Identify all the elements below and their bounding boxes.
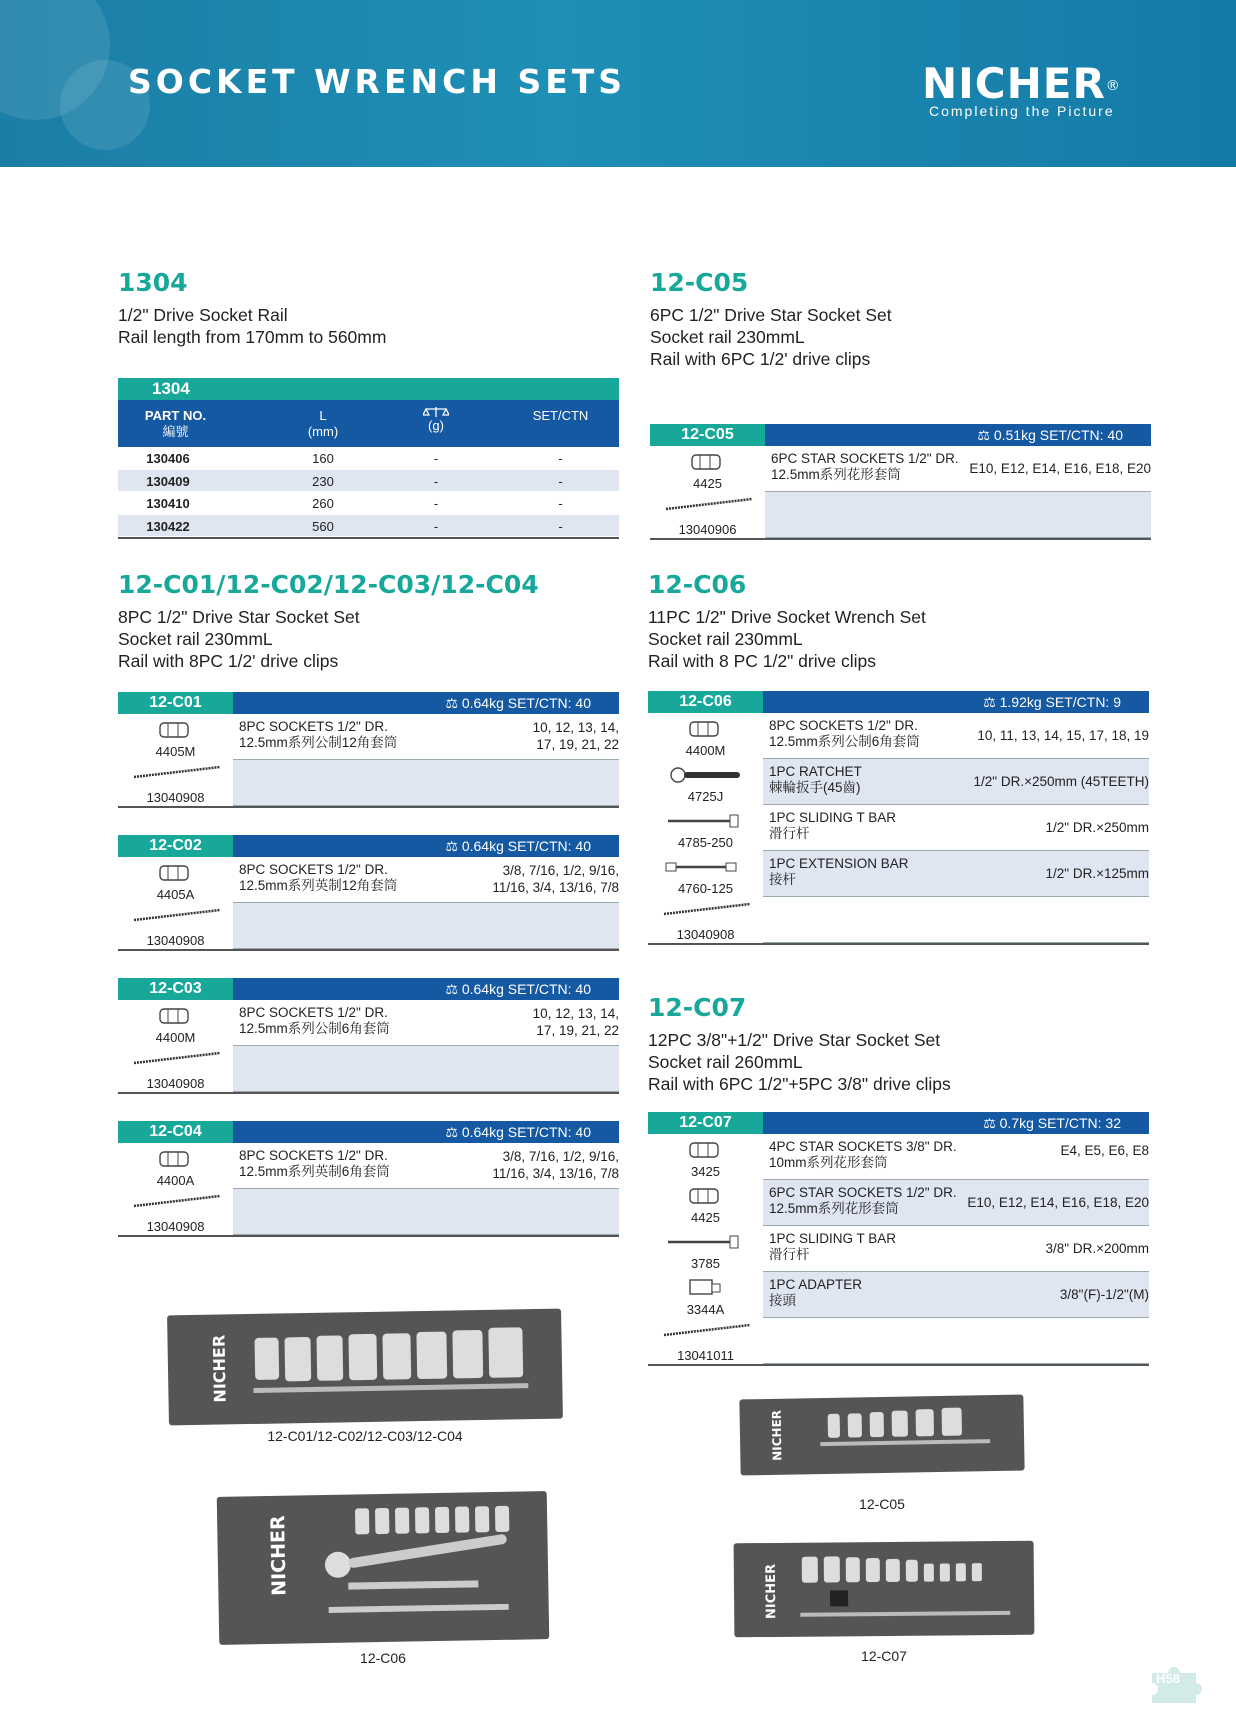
photo-brand: NICHER (763, 1563, 780, 1620)
item-desc: 4PC STAR SOCKETS 3/8" DR. (769, 1139, 957, 1154)
cell-set: - (558, 451, 563, 466)
rail-icon (132, 1193, 222, 1209)
section-title-c01-group: 12-C01/12-C02/12-C03/12-C04 (118, 570, 539, 599)
cell-l: 160 (312, 451, 334, 466)
part-number: 13040906 (678, 522, 737, 537)
item-desc-cn: 滑行杆 (769, 826, 810, 841)
kit-meta: 0.7kg SET/CTN: 32 (999, 1115, 1121, 1131)
part-number: 4425 (691, 1210, 720, 1225)
kit-line (118, 857, 619, 903)
socket-icon (158, 1006, 192, 1026)
item-values: E10, E12, E14, E16, E18, E20 (969, 461, 1151, 476)
item-values: 11/16, 3/4, 13/16, 7/8 (492, 1166, 619, 1181)
kit-line (648, 713, 1149, 759)
cell-g: - (433, 451, 439, 466)
kit-line (648, 1318, 1149, 1364)
section-desc-c05 (650, 304, 892, 370)
kit-line (650, 492, 1151, 538)
desc-line: Rail with 6PC 1/2"+5PC 3/8" drive clips (648, 1074, 951, 1094)
kit-table-c04 (118, 1121, 619, 1237)
item-desc: 8PC SOCKETS 1/2" DR. (239, 1148, 388, 1163)
col-set: SET/CTN (532, 408, 589, 423)
product-photo-c07 (734, 1541, 1035, 1638)
part-number: 4400M (155, 1030, 196, 1045)
desc-line: Socket rail 230mmL (118, 629, 273, 649)
desc-line: Socket rail 230mmL (650, 327, 805, 347)
kit-meta: 1.92kg SET/CTN: 9 (999, 694, 1121, 710)
kit-table-c03 (118, 978, 619, 1094)
kit-line (118, 1000, 619, 1046)
item-values: 3/8" DR.×200mm (1045, 1241, 1149, 1256)
cell-set: - (558, 473, 563, 489)
item-desc-cn: 12.5mm系列英制6角套筒 (239, 1164, 390, 1179)
scale-icon: ⚖ (983, 1115, 1000, 1131)
ratchet-icon (664, 765, 744, 785)
desc-line: Rail with 6PC 1/2' drive clips (650, 349, 871, 369)
part-number: 13040908 (676, 927, 735, 942)
kit-line (118, 1046, 619, 1092)
item-values: 10, 12, 13, 14, (532, 720, 619, 735)
item-desc: 8PC SOCKETS 1/2" DR. (239, 862, 388, 877)
brand-tagline: Completing the Picture (929, 103, 1115, 119)
part-number: 4760-125 (678, 881, 733, 896)
desc-line: 6PC 1/2" Drive Star Socket Set (650, 305, 892, 325)
col-part-cn: 編號 (162, 424, 189, 439)
kit-code: 12-C06 (648, 691, 763, 713)
kit-line (648, 1272, 1149, 1318)
photo-caption: 12-C07 (861, 1648, 907, 1664)
item-desc-cn: 棘輪扳手(45齒) (769, 780, 861, 795)
kit-code: 12-C07 (648, 1112, 763, 1134)
kit-line (648, 897, 1149, 943)
scale-icon: ⚖ (983, 694, 1000, 710)
photo-caption: 12-C01/12-C02/12-C03/12-C04 (267, 1428, 463, 1444)
rail-icon (132, 764, 222, 780)
item-values: 3/8, 7/16, 1/2, 9/16, (502, 863, 619, 878)
part-number: 4405M (155, 744, 196, 759)
item-values: 1/2" DR.×125mm (1045, 866, 1149, 881)
item-desc-cn: 12.5mm系列公制12角套筒 (239, 735, 398, 750)
kit-line (648, 851, 1149, 897)
part-number: 4785-250 (678, 835, 733, 850)
section-desc-c01-group (118, 606, 360, 672)
kit-table-c07 (648, 1112, 1149, 1366)
product-photo-c06 (217, 1491, 550, 1645)
desc-line: 11PC 1/2" Drive Socket Wrench Set (648, 607, 926, 627)
item-desc: 1PC RATCHET (769, 764, 862, 779)
section-desc-1304 (118, 304, 386, 348)
product-photo-c01 (167, 1309, 563, 1426)
desc-line: Socket rail 260mmL (648, 1052, 803, 1072)
table-row (118, 447, 619, 470)
socket-icon (688, 1140, 722, 1160)
kit-line (648, 759, 1149, 805)
section-title-c05: 12-C05 (650, 268, 749, 297)
product-photo-c05 (739, 1395, 1024, 1476)
item-desc-cn: 接頭 (769, 1293, 796, 1308)
rail-icon (662, 901, 752, 917)
kit-line (118, 760, 619, 806)
cell-g: - (433, 518, 439, 534)
desc-line: Rail with 8 PC 1/2" drive clips (648, 651, 876, 671)
item-values: 1/2" DR.×250mm (1045, 820, 1149, 835)
photo-brand: NICHER (209, 1334, 230, 1403)
item-desc: 8PC SOCKETS 1/2" DR. (769, 718, 918, 733)
kit-meta: 0.64kg SET/CTN: 40 (461, 695, 591, 711)
item-desc-cn: 10mm系列花形套筒 (769, 1155, 888, 1170)
rail-icon (132, 1050, 222, 1066)
col-weight-unit: (g) (428, 418, 444, 433)
brand-logo (922, 59, 1121, 108)
item-desc-cn: 12.5mm系列公制6角套筒 (769, 734, 920, 749)
cell-part: 130406 (146, 451, 190, 466)
part-number: 4400A (156, 1173, 195, 1188)
cell-set: - (558, 518, 563, 534)
kit-line (648, 1134, 1149, 1180)
part-number: 3425 (691, 1164, 720, 1179)
kit-line (118, 1143, 619, 1189)
part-number: 13040908 (146, 1219, 205, 1234)
kit-line (118, 1189, 619, 1235)
socket-icon (688, 1186, 722, 1206)
item-desc-cn: 12.5mm系列英制12角套筒 (239, 878, 398, 893)
page-title: SOCKET WRENCH SETS (128, 62, 627, 101)
wrench-set-illustration (297, 1501, 539, 1635)
table-row (118, 492, 619, 515)
star-socket-set-illustration (800, 1549, 1021, 1631)
item-desc: 1PC EXTENSION BAR (769, 856, 909, 871)
item-desc: 6PC STAR SOCKETS 1/2" DR. (771, 451, 959, 466)
socket-icon (158, 1149, 192, 1169)
desc-line: Rail with 8PC 1/2' drive clips (118, 651, 339, 671)
part-number: 4405A (156, 887, 195, 902)
item-desc-cn: 滑行杆 (769, 1247, 810, 1262)
item-desc-cn: 接杆 (769, 872, 796, 887)
item-desc: 1PC ADAPTER (769, 1277, 863, 1292)
page-header (0, 0, 1236, 167)
table-row (118, 515, 619, 538)
desc-line: Rail length from 170mm to 560mm (118, 327, 387, 347)
kit-code: 12-C05 (650, 424, 765, 446)
scale-icon: ⚖ (445, 1124, 462, 1140)
item-values: 10, 12, 13, 14, (532, 1006, 619, 1021)
item-values: 17, 19, 21, 22 (536, 1023, 619, 1038)
part-number: 13040908 (146, 1076, 205, 1091)
kit-line (650, 446, 1151, 492)
col-l: L (319, 408, 327, 423)
socket-icon (688, 719, 722, 739)
socket-icon (690, 452, 724, 472)
photo-caption: 12-C05 (859, 1496, 905, 1512)
t-bar-icon (664, 1232, 744, 1252)
kit-line (118, 714, 619, 760)
item-desc: 8PC SOCKETS 1/2" DR. (239, 719, 388, 734)
kit-table-c06 (648, 691, 1149, 945)
kit-code: 12-C01 (118, 692, 233, 714)
kit-line (118, 903, 619, 949)
part-number: 13040908 (146, 790, 205, 805)
cell-l: 230 (312, 473, 334, 489)
photo-brand: NICHER (769, 1409, 785, 1461)
part-number: 4725J (687, 789, 724, 804)
table-row (118, 470, 619, 493)
part-number: 3344A (686, 1302, 725, 1317)
extension-bar-icon (664, 857, 744, 877)
item-values: 17, 19, 21, 22 (536, 737, 619, 752)
section-desc-c06 (648, 606, 926, 672)
photo-brand: NICHER (267, 1515, 291, 1597)
item-desc-cn: 12.5mm系列花形套筒 (769, 1201, 899, 1216)
part-number: 13040908 (146, 933, 205, 948)
col-part: PART NO. (144, 408, 207, 423)
sockets-illustration (252, 1321, 533, 1406)
item-values: E10, E12, E14, E16, E18, E20 (967, 1195, 1149, 1210)
kit-table-c02 (118, 835, 619, 951)
cell-part: 130409 (146, 473, 190, 489)
desc-line: 1/2" Drive Socket Rail (118, 305, 288, 325)
part-number: 13041011 (677, 1348, 734, 1363)
scale-icon: ⚖ (445, 981, 462, 997)
rail-icon (132, 907, 222, 923)
cell-set: - (558, 496, 563, 511)
kit-meta: 0.64kg SET/CTN: 40 (461, 1124, 591, 1140)
item-desc: 1PC SLIDING T BAR (769, 810, 897, 825)
kit-line (648, 1180, 1149, 1226)
registered-mark: ® (1105, 78, 1121, 94)
item-desc-cn: 12.5mm系列公制6角套筒 (239, 1021, 390, 1036)
brand-name: NICHER (922, 59, 1106, 108)
cell-l: 260 (312, 496, 334, 511)
item-values: 1/2" DR.×250mm (45TEETH) (973, 774, 1149, 789)
item-values: 10, 11, 13, 14, 15, 17, 18, 19 (977, 728, 1149, 743)
item-values: 3/8"(F)-1/2"(M) (1059, 1287, 1149, 1302)
rail-icon (664, 496, 754, 512)
col-l-unit: (mm) (307, 424, 339, 439)
kit-table-c01 (118, 692, 619, 808)
item-values: 3/8, 7/16, 1/2, 9/16, (502, 1149, 619, 1164)
cell-part: 130410 (146, 496, 190, 511)
scale-icon: ⚖ (445, 695, 462, 711)
socket-icon (158, 720, 192, 740)
t-bar-icon (664, 811, 744, 831)
kit-meta: 0.64kg SET/CTN: 40 (461, 981, 591, 997)
item-desc: 1PC SLIDING T BAR (769, 1231, 897, 1246)
star-sockets-illustration (820, 1405, 1001, 1464)
part-number: 4400M (685, 743, 726, 758)
page-number: H58 (1156, 1671, 1180, 1686)
section-desc-c07 (648, 1029, 951, 1095)
scale-icon: ⚖ (445, 838, 462, 854)
desc-line: 12PC 3/8"+1/2" Drive Star Socket Set (648, 1030, 941, 1050)
table-caption: 1304 (118, 378, 619, 400)
item-desc-cn: 12.5mm系列花形套筒 (771, 467, 901, 482)
kit-line (648, 805, 1149, 851)
section-title-c06: 12-C06 (648, 570, 747, 599)
kit-code: 12-C04 (118, 1121, 233, 1143)
item-values: 11/16, 3/4, 13/16, 7/8 (492, 880, 619, 895)
section-title-c07: 12-C07 (648, 993, 747, 1022)
part-number: 3785 (691, 1256, 720, 1271)
kit-code: 12-C02 (118, 835, 233, 857)
cell-part: 130422 (146, 518, 190, 534)
cell-g: - (433, 496, 439, 511)
item-desc: 8PC SOCKETS 1/2" DR. (239, 1005, 388, 1020)
kit-meta: 0.64kg SET/CTN: 40 (461, 838, 591, 854)
item-values: E4, E5, E6, E8 (1060, 1143, 1149, 1158)
desc-line: Socket rail 230mmL (648, 629, 803, 649)
desc-line: 8PC 1/2" Drive Star Socket Set (118, 607, 360, 627)
cell-g: - (433, 473, 439, 489)
scale-icon (423, 406, 449, 418)
socket-icon (158, 863, 192, 883)
adapter-icon (688, 1278, 722, 1300)
photo-caption: 12-C06 (360, 1650, 406, 1666)
kit-code: 12-C03 (118, 978, 233, 1000)
kit-line (648, 1226, 1149, 1272)
kit-meta: 0.51kg SET/CTN: 40 (993, 427, 1123, 443)
kit-table-c05 (650, 424, 1151, 540)
scale-icon: ⚖ (977, 427, 994, 443)
section-title-1304: 1304 (118, 268, 188, 297)
item-desc: 6PC STAR SOCKETS 1/2" DR. (769, 1185, 957, 1200)
cell-l: 560 (312, 518, 334, 534)
table-1304 (118, 378, 619, 539)
rail-icon (662, 1322, 752, 1338)
table-header (118, 400, 619, 447)
part-number: 4425 (693, 476, 722, 491)
